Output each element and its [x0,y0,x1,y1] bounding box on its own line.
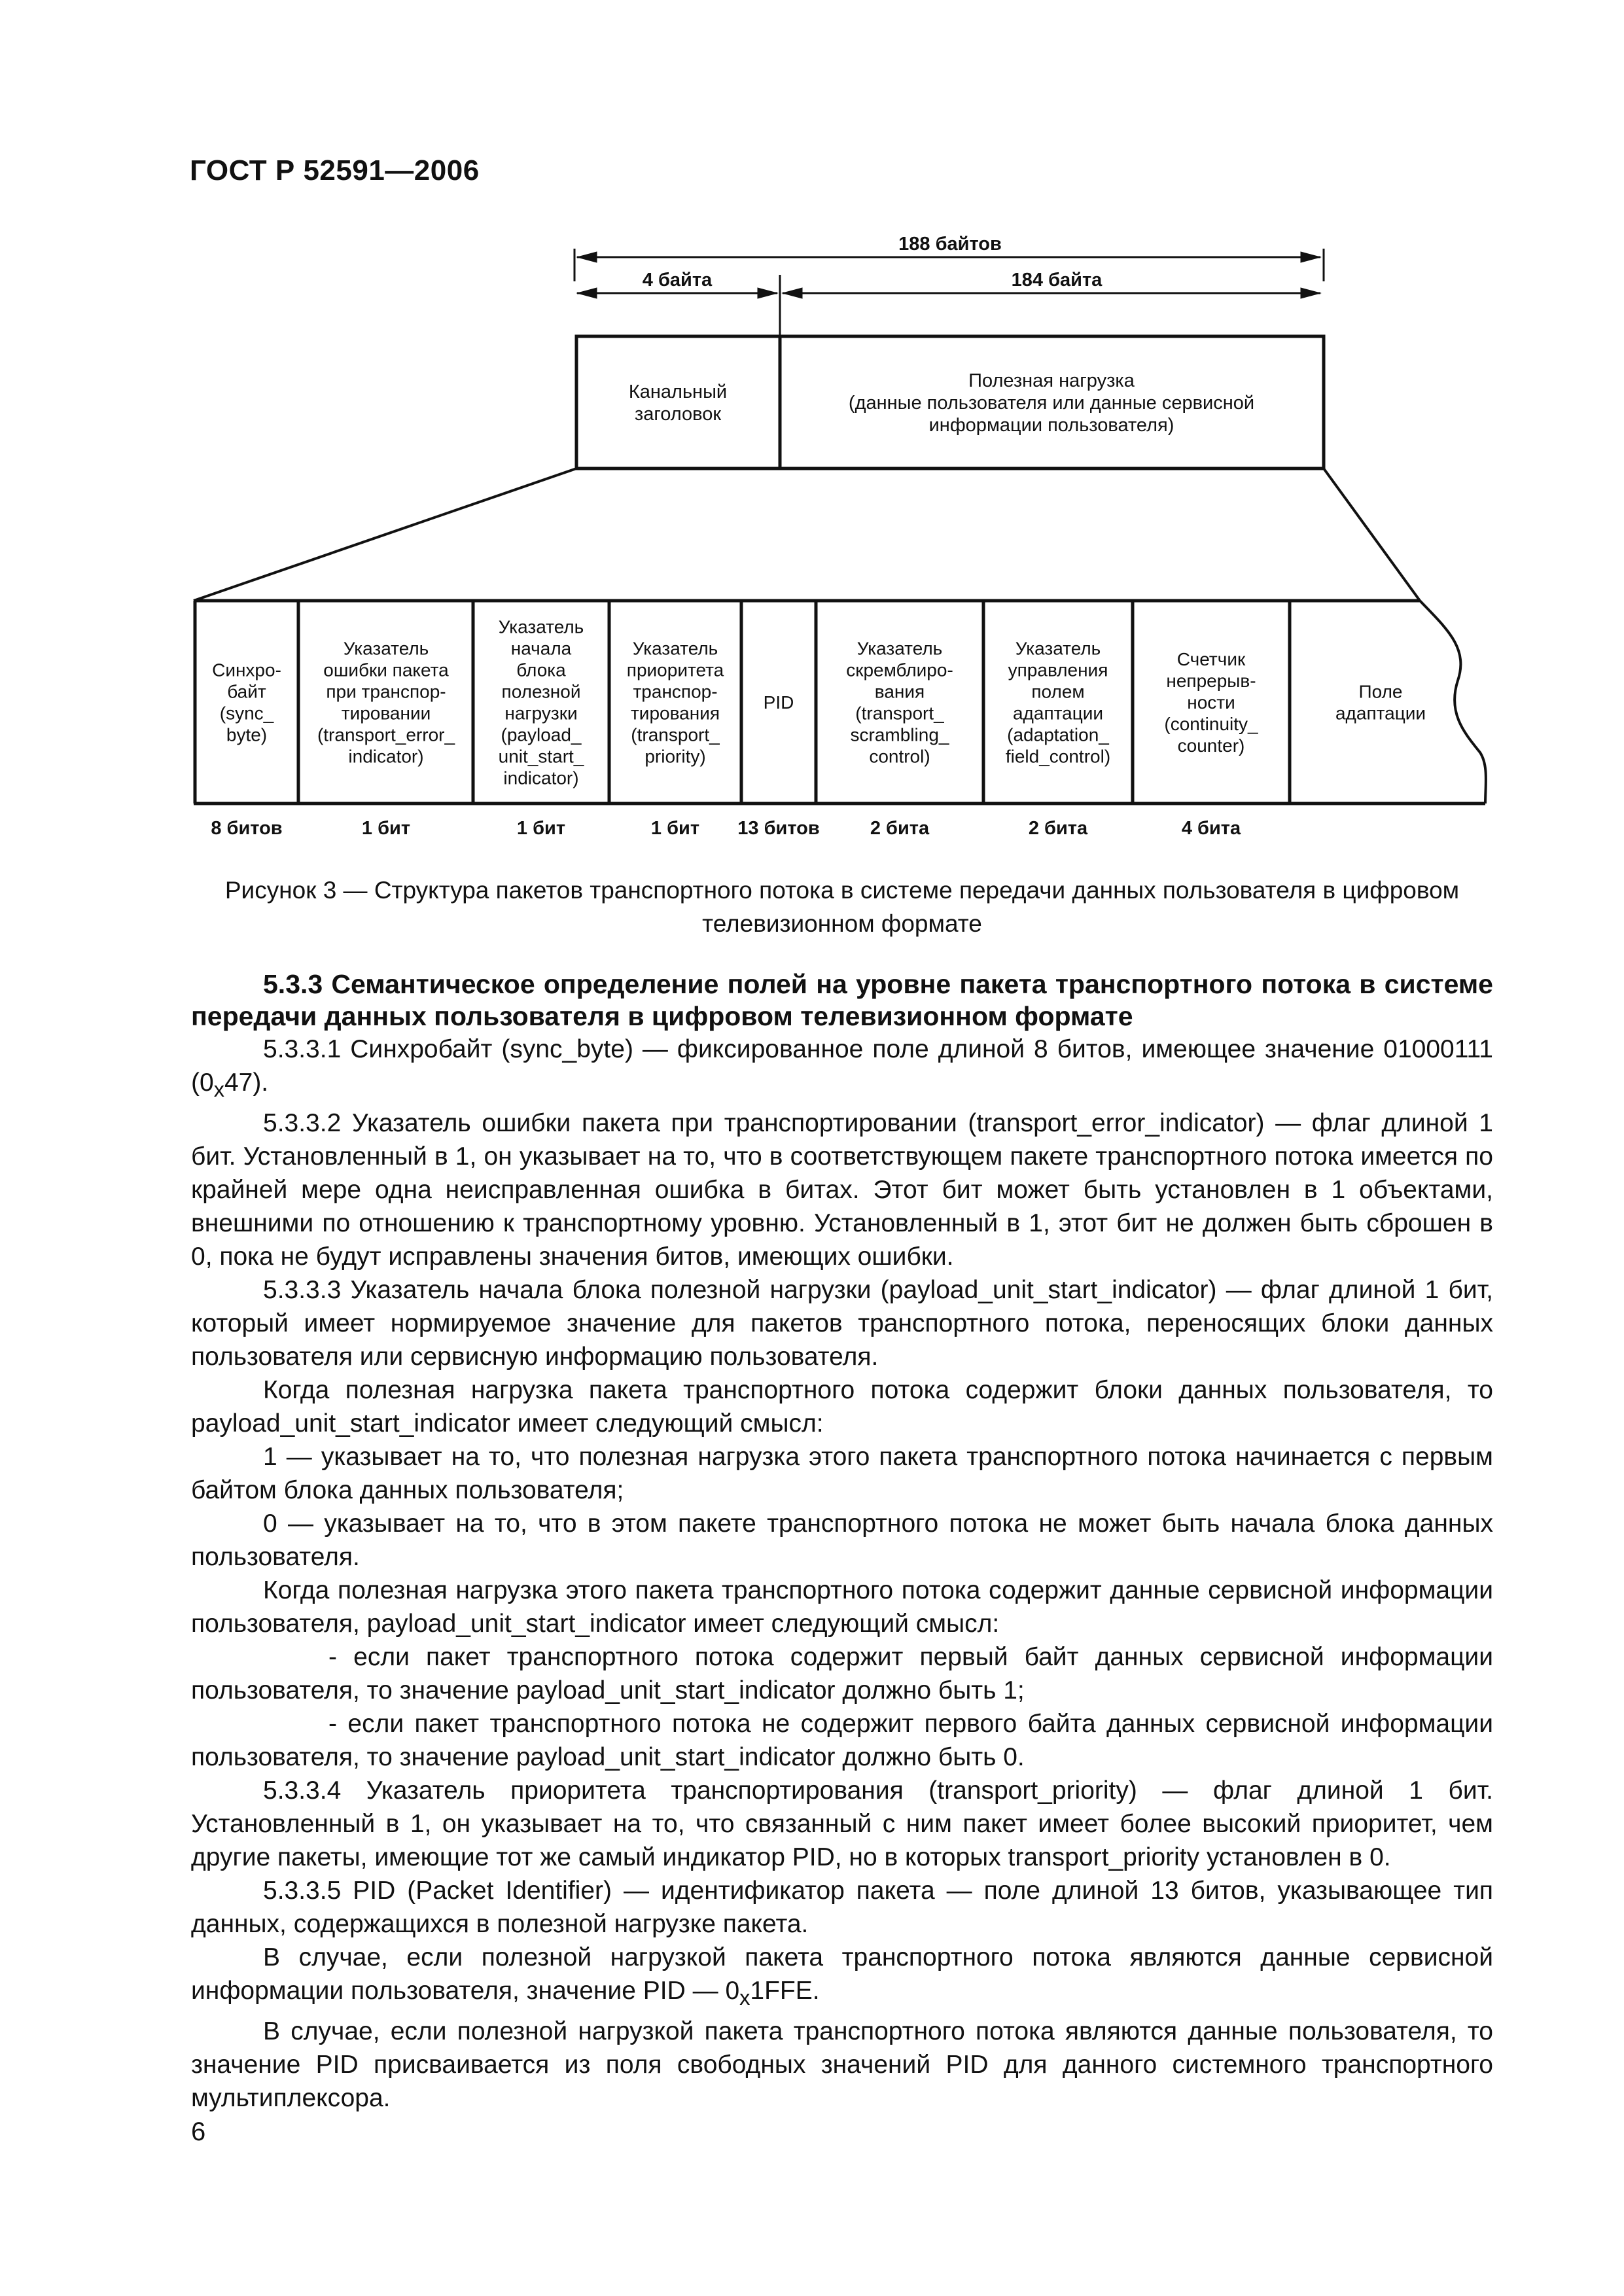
field-label: непрерыв- [1166,670,1256,691]
header-bytes-label: 4 байта [642,270,713,291]
paragraph-user-data-meaning: Когда полезная нагрузка пакета транспортного потока содержит блоки данных пользователя, то payload_unit_start_indicator имеет следующий смысл: [191,1375,1493,1438]
field-label: Счетчик [1176,648,1246,669]
field-label: Указатель [1015,638,1101,659]
section-heading: 5.3.3 Семантическое определение полей на уровне пакета транспортного потока в системе передачи данных пользователя в цифровом телевизионном формате [191,969,1493,1031]
field-label: Указатель [498,616,584,637]
field-label: адаптации [1012,703,1104,724]
field-bit-length: 2 бита [870,818,930,839]
field-bit-length: 1 бит [516,818,566,839]
paragraph-sync-byte: 5.3.3.1 Синхробайт (sync_byte) — фиксированное поле длиной 8 битов, имеющее значение 01000111 $(0_x47)$. [191,1035,1493,1101]
field-label: тирования [630,703,720,724]
field-label: counter) [1177,735,1245,756]
document-header: ГОСТ Р 52591—2006 [190,154,480,186]
link-header-box-label [629,381,727,425]
field-label: транспор- [633,681,718,702]
field-label: unit_start_ [498,746,584,767]
field-bit-length: 8 битов [211,818,283,839]
paragraph-value-1: 1 — указывает на то, что полезная нагрузка этого пакета транспортного потока начинается с первым байтом блока данных пользователя; [191,1442,1493,1504]
packet-fields [212,616,1426,788]
bullet-first-byte: - если пакет транспортного потока содержит первый байт данных сервисной информации пользователя, то значение payload_unit_start_indicator должно быть 1; [191,1642,1493,1704]
field-label: адаптации [1335,703,1426,724]
bullet-no-first-byte: - если пакет транспортного потока не содержит первого байта данных сервисной информации пользователя, то значение payload_unit_start_indicator должно быть 0. [191,1709,1493,1771]
field-label: приоритета [626,660,724,680]
field-label: Поле [1358,681,1403,702]
field-bit-lengths [211,818,1241,839]
field-bit-length: 13 битов [737,818,820,839]
field-label: ошибки пакета [323,660,449,680]
field-label: Указатель [632,638,718,659]
field-bit-length: 2 бита [1028,818,1088,839]
field-label: indicator) [348,746,424,767]
ts-packet-structure-diagram [0,0,1624,864]
figure-caption: Рисунок 3 — Структура пакетов транспортного потока в системе передачи данных пользователя в цифровом телевизионном формате [224,877,1460,937]
payload-box-text: (данные пользователя или данные сервисной [848,393,1255,414]
field-label: indicator) [503,768,579,788]
payload-box-text: Полезная нагрузка [968,370,1135,392]
field-label: (transport_error_ [317,724,455,745]
field-label: управления [1008,660,1108,680]
header-box-text: Канальный [628,381,728,403]
field-label: (transport_ [631,724,720,745]
field-label: полезной [501,681,581,702]
field-label: Указатель [856,638,943,659]
field-label: вания [874,681,925,702]
field-label: control) [869,746,930,767]
field-label: полем [1031,681,1085,702]
field-label: scrambling_ [850,724,949,745]
field-label: priority) [644,746,706,767]
field-label: Синхро- [212,660,281,680]
paragraph-pid-service: В случае, если полезной нагрузкой пакета транспортного потока являются данные сервисной информации пользователя, значение PID — $0_x1FFE$. [191,1943,1493,2009]
field-label: байт [227,681,266,702]
field-label: field_control) [1005,746,1111,767]
field-label: скремблиро- [846,660,953,680]
field-label: (payload_ [501,724,582,745]
field-bit-length: 1 бит [650,818,700,839]
page-number: 6 [191,2117,206,2146]
total-bytes-label: 188 байтов [898,234,1002,255]
paragraph-transport-priority: 5.3.3.4 Указатель приоритета транспортирования (transport_priority) — флаг длиной 1 бит. Установленный в 1, он указывает на то, что связанный с ним пакет имеет более высокий приоритет, чем другие пакеты, имеющие тот же самый индикатор PID, но в которых transport_priority установлен в 0. [191,1776,1493,1871]
field-label: (sync_ [219,703,274,724]
paragraph-service-info-meaning: Когда полезная нагрузка этого пакета транспортного потока содержит данные сервисной информации пользователя, payload_unit_start_indicator имеет следующий смысл: [191,1576,1493,1638]
field-label: byte) [226,724,268,745]
field-label: начала [510,638,572,659]
payload-box-text: информации пользователя) [928,415,1174,436]
field-label: ности [1187,692,1235,713]
paragraph-value-0: 0 — указывает на то, что в этом пакете транспортного потока не может быть начала блока данных пользователя. [191,1509,1493,1571]
field-label: тировании [341,703,431,724]
paragraph-transport-error: 5.3.3.2 Указатель ошибки пакета при транспортировании (transport_error_indicator) — флаг длиной 1 бит. Установленный в 1, он указывает на то, что в соответствующем пакете транспортного потока имеется по крайней мере одна неисправленная ошибка в битах. Этот бит может быть установлен в 1 объектами, внешними по отношению к транспортному уровню. Установленный в 1, этот бит не должен быть сброшен в 0, пока не будут исправлены значения битов, имеющих ошибки. [191,1108,1493,1271]
field-label: (adaptation_ [1007,724,1109,745]
header-box-text: заголовок [634,404,722,425]
field-label: (continuity_ [1164,713,1258,734]
field-bit-length: 4 бита [1181,818,1241,839]
field-label: нагрузки [504,703,578,724]
payload-bytes-label: 184 байта [1011,270,1103,291]
field-label: PID [763,692,794,713]
field-label: при транспор- [326,681,446,702]
field-bit-length: 1 бит [361,818,411,839]
field-label: (transport_ [855,703,944,724]
paragraph-pid: 5.3.3.5 PID (Packet Identifier) — идентификатор пакета — поле длиной 13 битов, указывающее тип данных, содержащихся в полезной нагрузке пакета. [191,1876,1493,1938]
paragraph-pid-user: В случае, если полезной нагрузкой пакета транспортного потока являются данные пользователя, то значение PID присваивается из поля свободных значений PID для данного системного транспортного мультиплексора. [191,2017,1493,2112]
paragraph-payload-start: 5.3.3.3 Указатель начала блока полезной нагрузки (payload_unit_start_indicator) — флаг длиной 1 бит, который имеет нормируемое значение для пакетов транспортного потока, переносящих блоки данных пользователя или сервисную информацию пользователя. [191,1275,1493,1371]
field-label: Указатель [343,638,429,659]
field-label: блока [516,660,566,680]
section-body [191,968,1493,2115]
payload-box-label [849,370,1254,436]
